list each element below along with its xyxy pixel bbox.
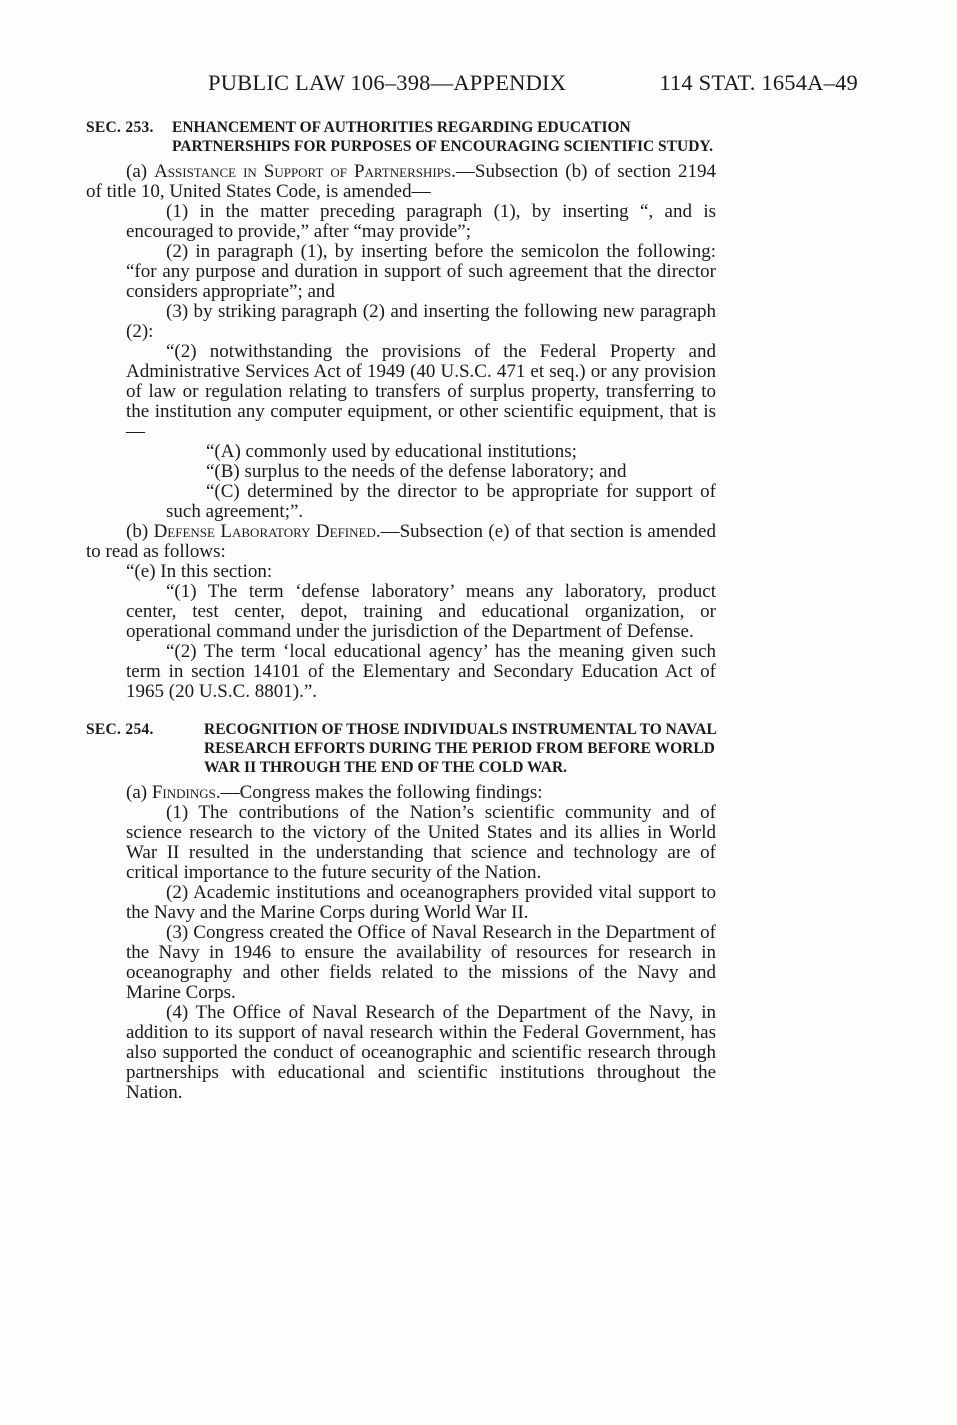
section-title: RECOGNITION OF THOSE INDIVIDUALS INSTRUMENTAL TO NAVAL RESEARCH EFFORTS DURING THE PERIOD FROM BEFORE WORLD WAR II THROUGH THE END OF THE COLD WAR. <box>204 721 716 776</box>
document-body <box>86 118 716 1103</box>
findings-heading: Findings. <box>151 782 221 803</box>
subsection-a: (a) Assistance in Support of Partnerships.—Subsection (b) of section 2194 of title 10, United States Code, is amended— <box>86 161 716 202</box>
quoted-clause-a: “(A) commonly used by educational institutions; <box>206 441 577 462</box>
section-number: SEC. 253. <box>86 119 154 136</box>
definition-1: “(1) The term ‘defense laboratory’ means any laboratory, product center, test center, depot, training and educational organization, or operational command under the jurisdiction of the Department of Defense. <box>126 581 716 642</box>
quoted-paragraph-2: “(2) notwithstanding the provisions of the Federal Property and Administrative Services Act of 1949 (40 U.S.C. 471 et seq.) or any provision of law or regulation relating to transfers of surplus property, transferring to the institution any computer equipment, or other scientific equipment, that is— <box>126 341 716 442</box>
section-254-heading <box>86 720 716 777</box>
finding-3: (3) Congress created the Office of Naval Research in the Department of the Navy in 1946 to ensure the availability of resources for research in oceanography and other fields related to the missions of the Navy and Marine Corps. <box>126 922 716 1003</box>
running-header <box>208 70 858 96</box>
paragraph-1: (1) in the matter preceding paragraph (1), by inserting “, and is encouraged to provide,” after “may provide”; <box>126 201 716 242</box>
quoted-clause-b: “(B) surplus to the needs of the defense laboratory; and <box>206 461 627 482</box>
paragraph-2: (2) in paragraph (1), by inserting before the semicolon the following: “for any purpose and duration in support of such agreement that the director considers appropriate”; and <box>126 241 716 302</box>
definition-2: “(2) The term ‘local educational agency’ has the meaning given such term in section 14101 of the Elementary and Secondary Education Act of 1965 (20 U.S.C. 8801).”. <box>126 641 716 702</box>
finding-1: (1) The contributions of the Nation’s scientific community and of science research to the victory of the United States and its allies in World War II resulted in the understanding that science and technology are of critical importance to the future security of the Nation. <box>126 802 716 883</box>
quoted-subsection-e: “(e) In this section: <box>126 561 273 582</box>
finding-4: (4) The Office of Naval Research of the Department of the Navy, in addition to its support of naval research within the Federal Government, has also supported the conduct of oceanographic and scientific research through partnerships with educational and scientific institutions throughout the Nation. <box>126 1002 716 1103</box>
section-title: ENHANCEMENT OF AUTHORITIES REGARDING EDUCATION PARTNERSHIPS FOR PURPOSES OF ENCOURAGING SCIENTIFIC STUDY. <box>172 119 714 155</box>
subsection-a-findings: (a) Findings.—Congress makes the following findings: <box>126 782 543 803</box>
subsection-a-heading: Assistance in Support of Partnerships. <box>154 161 456 182</box>
header-stat-page: 114 STAT. 1654A–49 <box>659 70 858 95</box>
quoted-clause-c: “(C) determined by the director to be appropriate for support of such agreement;”. <box>166 481 716 522</box>
subsection-b: (b) Defense Laboratory Defined.—Subsection (e) of that section is amended to read as follows: <box>86 521 716 562</box>
subsection-b-heading: Defense Laboratory Defined. <box>153 521 381 542</box>
paragraph-3: (3) by striking paragraph (2) and inserting the following new paragraph (2): <box>126 301 716 342</box>
section-253-heading <box>86 118 716 156</box>
finding-2: (2) Academic institutions and oceanographers provided vital support to the Navy and the Marine Corps during World War II. <box>126 882 716 923</box>
header-law-title: PUBLIC LAW 106–398—APPENDIX <box>208 70 567 95</box>
section-number: SEC. 254. <box>86 721 154 738</box>
